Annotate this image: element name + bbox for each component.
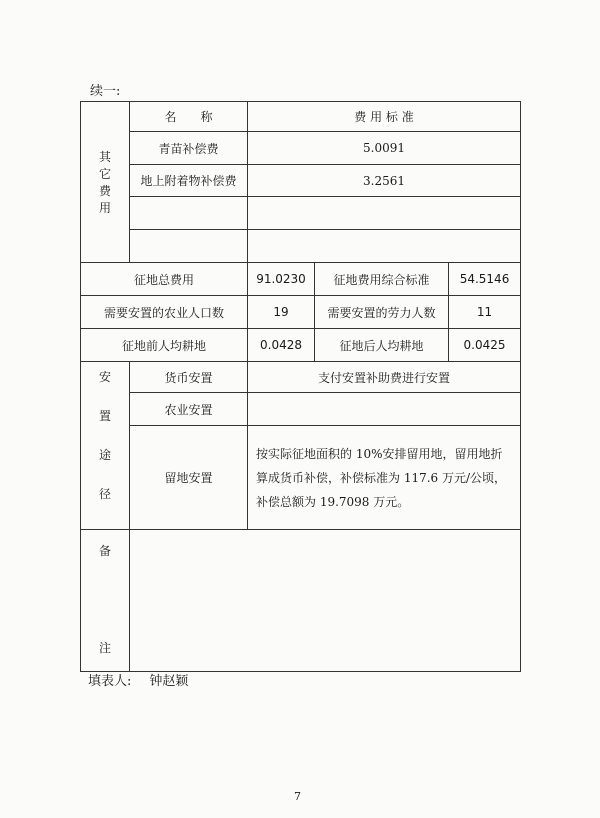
fee-name-cell: 青苗补偿费	[130, 132, 248, 165]
fee-name-cell	[130, 197, 248, 230]
resettlement-description: 支付安置补助费进行安置	[248, 362, 521, 393]
col-header-name: 名 称	[130, 102, 248, 132]
resettlement-description: 按实际征地面积的 10%安排留用地，留用地折算成货币补偿，补偿标准为 117.6 万元/公顷，补偿总额为 19.7098 万元。	[248, 426, 521, 530]
filler-line	[88, 670, 188, 689]
summary-row	[81, 329, 521, 362]
summary-label: 征地费用综合标准	[315, 263, 449, 296]
summary-label: 需要安置的农业人口数	[81, 296, 248, 329]
filler-label: 填表人:	[88, 674, 132, 689]
resettlement-method: 货币安置	[130, 362, 248, 393]
summary-value: 54.5146	[449, 263, 521, 296]
filler-name: 钟赵颖	[149, 674, 189, 689]
summary-value: 91.0230	[248, 263, 315, 296]
remarks-content	[130, 530, 521, 672]
fee-value-cell: 5.0091	[248, 132, 521, 165]
col-header-standard: 费 用 标 准	[248, 102, 521, 132]
fee-name-cell	[130, 230, 248, 263]
land-acquisition-fee-table	[80, 101, 521, 672]
summary-label: 征地前人均耕地	[81, 329, 248, 362]
summary-value: 19	[248, 296, 315, 329]
summary-value: 0.0428	[248, 329, 315, 362]
page-number: 7	[294, 790, 301, 803]
summary-row	[81, 296, 521, 329]
fee-value-cell	[248, 197, 521, 230]
resettlement-description	[248, 393, 521, 426]
resettlement-method: 农业安置	[130, 393, 248, 426]
summary-row	[81, 263, 521, 296]
summary-label: 需要安置的劳力人数	[315, 296, 449, 329]
other-fees-group-label: 其 它 费 用	[81, 102, 130, 263]
fee-value-cell	[248, 230, 521, 263]
fee-name-cell: 地上附着物补偿费	[130, 165, 248, 197]
resettlement-group-label: 安 置 途 径	[81, 362, 130, 530]
fee-value-cell: 3.2561	[248, 165, 521, 197]
resettlement-method: 留地安置	[130, 426, 248, 530]
summary-label: 征地后人均耕地	[315, 329, 449, 362]
remarks-label: 备 注	[81, 530, 130, 672]
continued-label: 续一:	[90, 84, 121, 99]
summary-label: 征地总费用	[81, 263, 248, 296]
summary-value: 0.0425	[449, 329, 521, 362]
summary-value: 11	[449, 296, 521, 329]
